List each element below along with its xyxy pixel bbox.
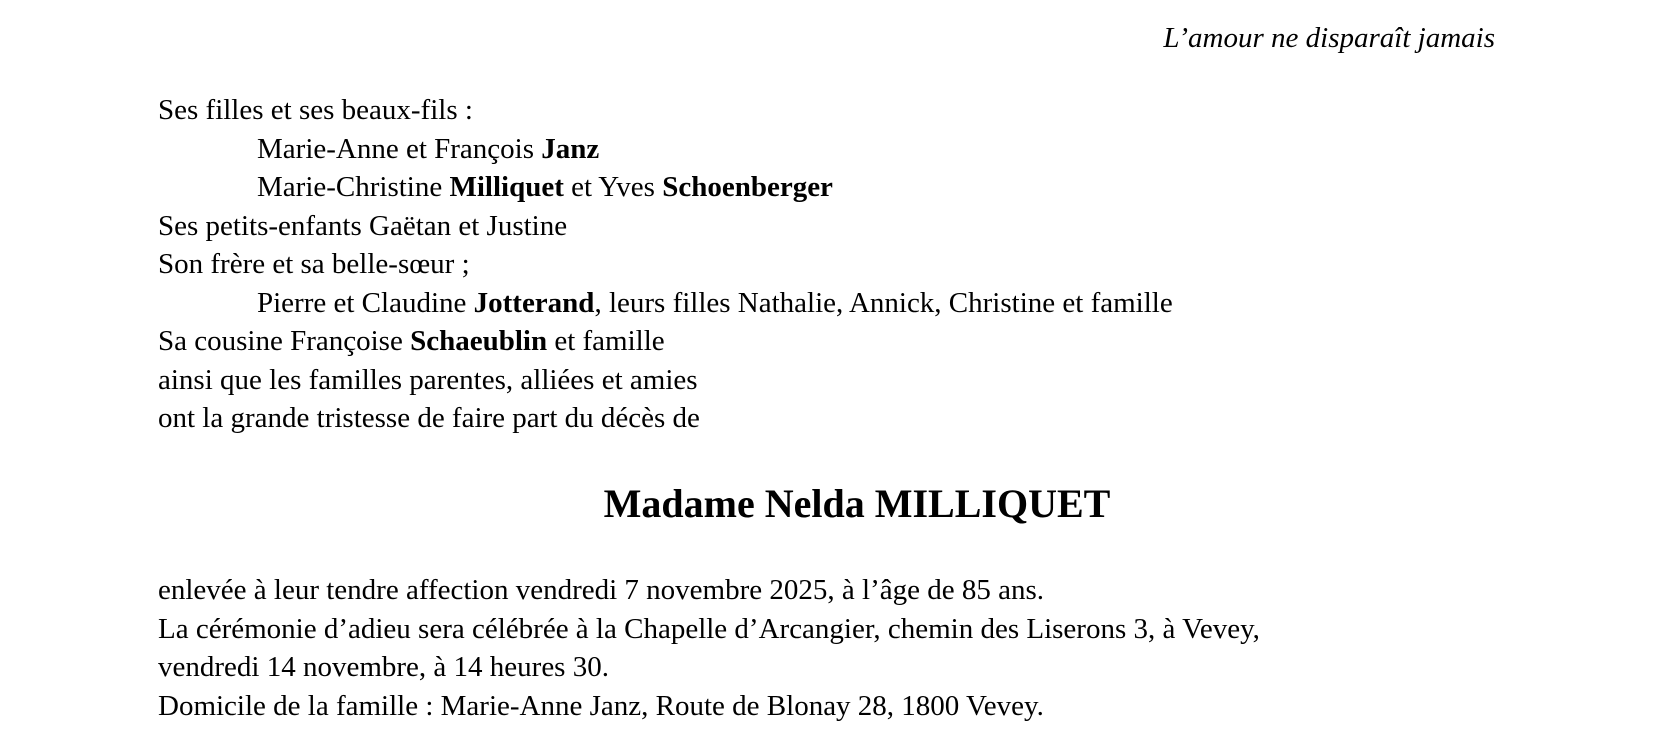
- daughter1-surname: Janz: [541, 132, 600, 165]
- deceased-name-heading: [0, 480, 1654, 528]
- epigraph: L’amour ne disparaît jamais: [1163, 22, 1495, 54]
- brother-first-names: Pierre et Claudine: [257, 286, 474, 319]
- cousin-first-name: Sa cousine Françoise: [158, 325, 411, 357]
- daughter1-first-names: Marie-Anne et François: [257, 132, 542, 165]
- daughters-heading: Ses filles et ses beaux-fils :: [158, 94, 473, 126]
- domicile-line: Domicile de la famille : Marie-Anne Janz, Route de Blonay 28, 1800 Vevey.: [158, 689, 1044, 722]
- cousin-family: et famille: [547, 325, 665, 357]
- brother-surname: Jotterand: [473, 286, 595, 319]
- daughter2-spouse-surname: Schoenberger: [662, 171, 833, 203]
- brother-heading: Son frère et sa belle-sœur ;: [158, 248, 470, 280]
- daughter-entry-milliquet: [158, 168, 1173, 207]
- announcement-line: ont la grande tristesse de faire part du décès de: [158, 402, 700, 434]
- family-list: [158, 91, 1173, 438]
- grandchildren-line: Ses petits-enfants Gaëtan et Justine: [158, 209, 568, 242]
- cousin-entry: [158, 322, 1173, 361]
- daughter-entry-janz: [158, 130, 1173, 169]
- daughter2-first-name: Marie-Christine: [257, 171, 450, 203]
- brother-family: , leurs filles Nathalie, Annick, Christine et famille: [594, 286, 1173, 319]
- brother-entry: [158, 284, 1173, 323]
- relatives-line: ainsi que les familles parentes, alliées et amies: [158, 363, 698, 396]
- cousin-surname: Schaeublin: [410, 325, 548, 357]
- daughter2-surname: Milliquet: [449, 171, 564, 203]
- deceased-name: Madame Nelda MILLIQUET: [603, 481, 1111, 526]
- ceremony-line-2: vendredi 14 novembre, à 14 heures 30.: [158, 651, 609, 683]
- daughter2-spouse-name: et Yves: [563, 171, 663, 203]
- details-block: [158, 571, 1260, 725]
- death-line: enlevée à leur tendre affection vendredi 7 novembre 2025, à l’âge de 85 ans.: [158, 574, 1045, 606]
- ceremony-line-1: La cérémonie d’adieu sera célébrée à la Chapelle d’Arcangier, chemin des Liserons 3, à Vevey,: [158, 612, 1260, 645]
